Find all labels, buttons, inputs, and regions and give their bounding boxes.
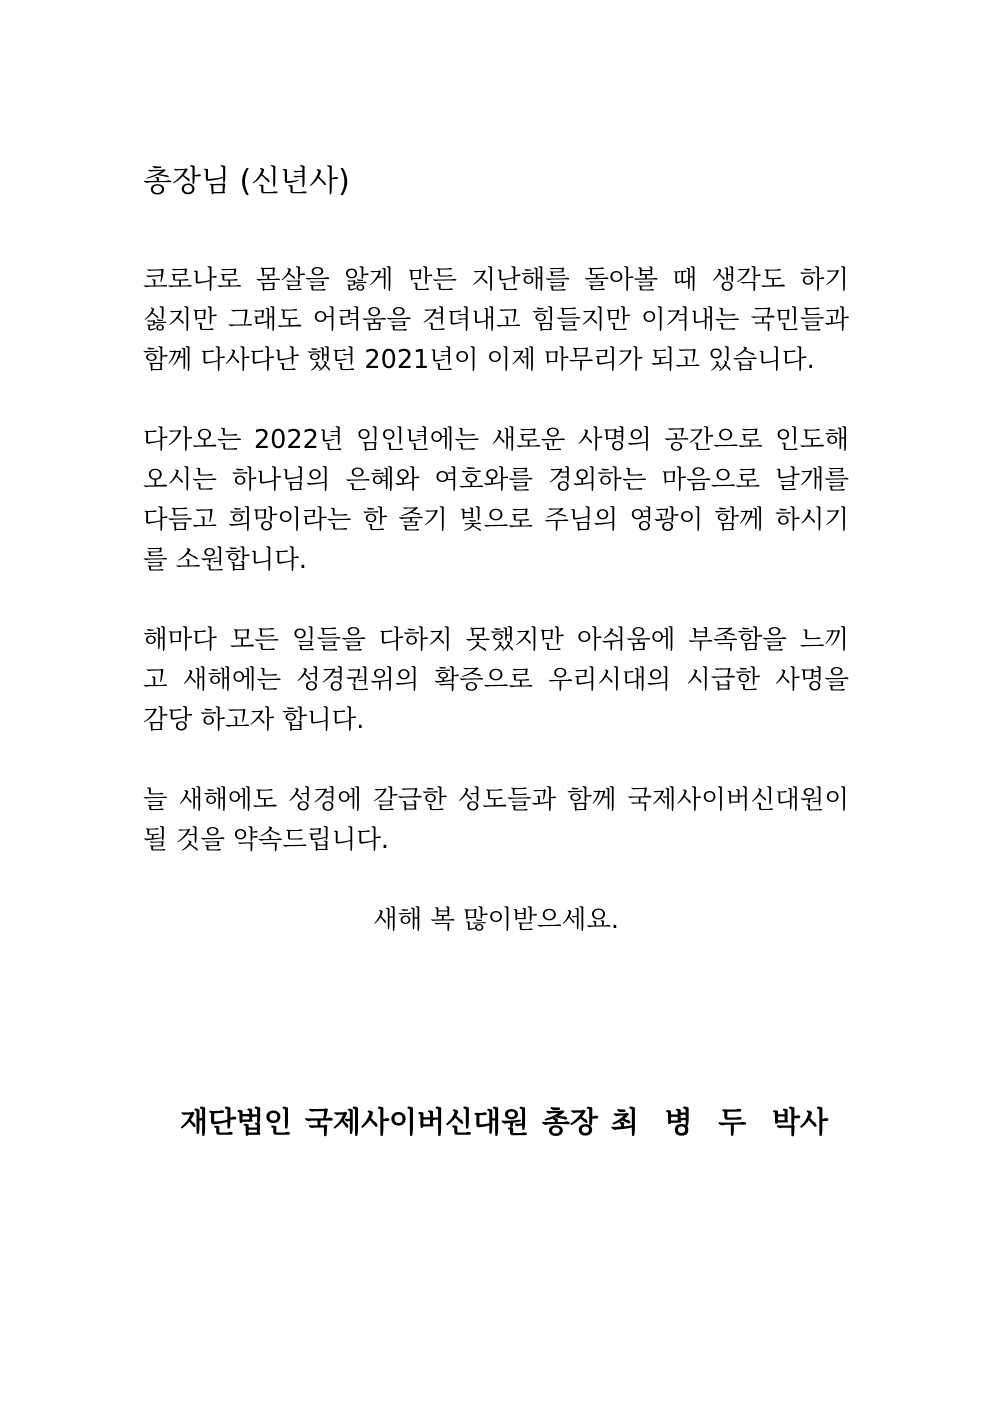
paragraph-line: 오시는 하나님의 은혜와 여호와를 경외하는 마음으로 날개를 [143, 465, 849, 495]
document-title: 총장님 (신년사) [143, 164, 350, 199]
new-year-greeting: 새해 복 많이받으세요. [372, 905, 619, 935]
paragraph-line: 될 것을 약속드립니다. [143, 825, 390, 855]
paragraph-line: 를 소원합니다. [143, 545, 308, 575]
paragraph-line: 감당 하고자 합니다. [143, 705, 365, 735]
paragraph-line: 코로나로 몸살을 앓게 만든 지난해를 돌아볼 때 생각도 하기 [143, 265, 849, 295]
paragraph-line: 늘 새해에도 성경에 갈급한 성도들과 함께 국제사이버신대원이 [143, 785, 849, 815]
signature-line: 재단법인 국제사이버신대원 총장 최 병 두 박사 [180, 1105, 828, 1139]
paragraph-line: 해마다 모든 일들을 다하지 못했지만 아쉬움에 부족함을 느끼 [143, 625, 849, 655]
paragraph-line: 다가오는 2022년 임인년에는 새로운 사명의 공간으로 인도해 [143, 425, 849, 455]
paragraph-2 [143, 420, 849, 580]
paragraph-line: 함께 다사다난 했던 2021년이 이제 마무리가 되고 있습니다. [143, 345, 815, 375]
paragraph-line: 고 새해에는 성경권위의 확증으로 우리시대의 시급한 사명을 [143, 665, 849, 695]
paragraph-line: 다듬고 희망이라는 한 줄기 빛으로 주님의 영광이 함께 하시기 [143, 505, 849, 535]
paragraph-line: 싫지만 그래도 어려움을 견뎌내고 힘들지만 이겨내는 국민들과 [143, 305, 849, 335]
paragraph-4 [143, 780, 849, 860]
paragraph-1 [143, 260, 849, 380]
paragraph-3 [143, 620, 849, 740]
